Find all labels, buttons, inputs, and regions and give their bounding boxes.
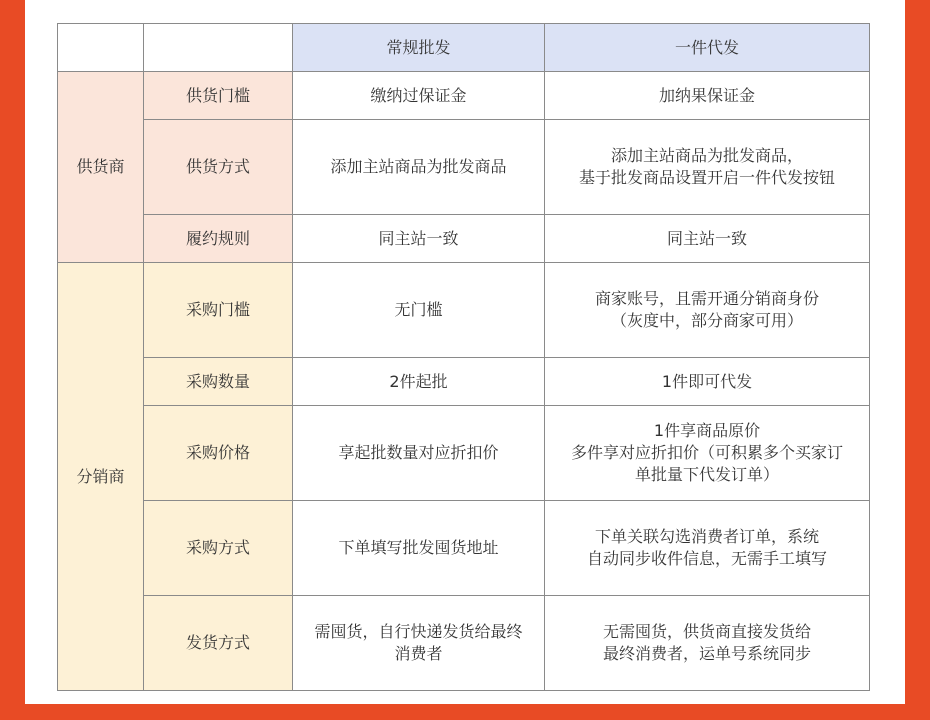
table-row xyxy=(58,406,870,501)
table-row xyxy=(58,358,870,406)
wholesale-cell xyxy=(293,596,545,691)
table-row xyxy=(58,215,870,263)
dropship-cell xyxy=(545,120,870,215)
row-label: 采购门槛 xyxy=(144,263,293,358)
dropship-cell xyxy=(545,215,870,263)
cell-text: 下单关联勾选消费者订单，系统 xyxy=(594,527,819,546)
row-label: 发货方式 xyxy=(144,596,293,691)
cell-text: 基于批发商品设置开启一件代发按钮 xyxy=(578,168,835,187)
cell-text: 1件享商品原价 xyxy=(653,421,761,440)
cell-text: 自动同步收件信息，无需手工填写 xyxy=(586,549,827,568)
dropship-cell xyxy=(545,596,870,691)
dropship-cell xyxy=(545,358,870,406)
group-label-supplier: 供货商 xyxy=(58,72,144,263)
table-row xyxy=(58,263,870,358)
group-label-distributor: 分销商 xyxy=(58,263,144,691)
dropship-cell xyxy=(545,263,870,358)
table-row xyxy=(58,72,870,120)
cell-text: 单批量下代发订单） xyxy=(634,465,779,484)
wholesale-cell xyxy=(293,358,545,406)
row-label: 采购方式 xyxy=(144,501,293,596)
cell-text: 享起批数量对应折扣价 xyxy=(338,443,499,462)
dropship-cell xyxy=(545,406,870,501)
cell-text: 商家账号，且需开通分销商身份 xyxy=(594,289,819,308)
cell-text: 添加主站商品为批发商品 xyxy=(330,157,507,176)
row-label: 供货门槛 xyxy=(144,72,293,120)
table-row xyxy=(58,501,870,596)
cell-text: 无需囤货，供货商直接发货给 xyxy=(602,622,811,641)
cell-text: 多件享对应折扣价（可积累多个买家订 xyxy=(570,443,843,462)
dropship-cell xyxy=(545,501,870,596)
dropship-cell xyxy=(545,72,870,120)
cell-text: 无门槛 xyxy=(394,300,443,319)
header-wholesale: 常规批发 xyxy=(293,24,545,72)
row-label: 供货方式 xyxy=(144,120,293,215)
wholesale-cell xyxy=(293,263,545,358)
table-row xyxy=(58,596,870,691)
cell-text: 同主站一致 xyxy=(666,228,747,248)
cell-text: 2件起批 xyxy=(389,371,448,391)
header-blank-cell-2 xyxy=(144,24,293,72)
wholesale-cell xyxy=(293,215,545,263)
cell-text: 添加主站商品为批发商品， xyxy=(610,146,803,165)
wholesale-cell xyxy=(293,120,545,215)
table-row xyxy=(58,120,870,215)
cell-text: 最终消费者，运单号系统同步 xyxy=(602,644,811,663)
header-blank-cell-1 xyxy=(58,24,144,72)
header-dropship: 一件代发 xyxy=(545,24,870,72)
comparison-table xyxy=(57,23,870,691)
wholesale-cell xyxy=(293,406,545,501)
cell-text: 下单填写批发囤货地址 xyxy=(338,538,499,557)
row-label: 采购价格 xyxy=(144,406,293,501)
cell-text: （灰度中，部分商家可用） xyxy=(610,311,803,330)
cell-text: 缴纳过保证金 xyxy=(370,85,467,105)
row-label: 采购数量 xyxy=(144,358,293,406)
header-row xyxy=(58,24,870,72)
cell-text: 需囤货，自行快递发货给最终 xyxy=(314,622,523,641)
cell-text: 消费者 xyxy=(394,644,443,663)
orange-frame-bottom xyxy=(0,704,930,720)
wholesale-cell xyxy=(293,72,545,120)
wholesale-cell xyxy=(293,501,545,596)
cell-text: 1件即可代发 xyxy=(661,371,753,391)
cell-text: 加纳果保证金 xyxy=(658,85,755,105)
cell-text: 同主站一致 xyxy=(378,228,459,248)
row-label: 履约规则 xyxy=(144,215,293,263)
